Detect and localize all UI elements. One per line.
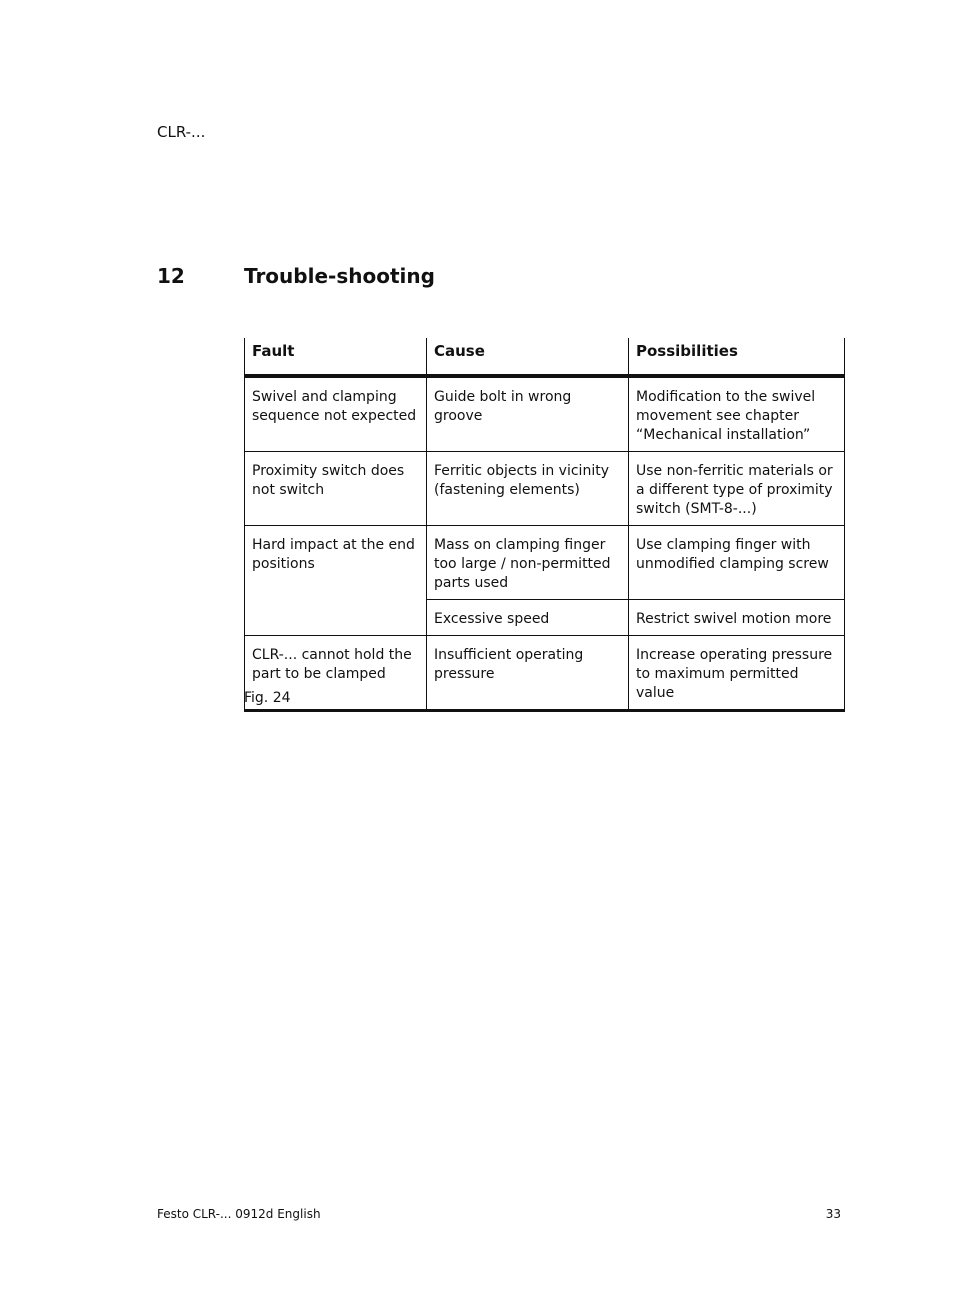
table-row — [245, 526, 845, 600]
cause-cell: Ferritic objects in vicinity (fastening elements) — [427, 452, 629, 526]
column-header-possibilities: Possibilities — [629, 338, 845, 376]
product-label: CLR-... — [157, 123, 206, 141]
possibility-cell: Use clamping finger with unmodified clamping screw — [629, 526, 845, 600]
cause-cell: Mass on clamping finger too large / non-permitted parts used — [427, 526, 629, 600]
troubleshooting-table — [244, 338, 845, 712]
fault-cell: CLR-... cannot hold the part to be clamped — [245, 636, 427, 711]
fault-cell: Hard impact at the end positions — [245, 526, 427, 636]
possibility-cell: Use non-ferritic materials or a different type of proximity switch (SMT-8-...) — [629, 452, 845, 526]
cause-cell: Guide bolt in wrong groove — [427, 376, 629, 452]
column-header-cause: Cause — [427, 338, 629, 376]
section-title: Trouble-shooting — [244, 264, 435, 288]
table-header-row — [245, 338, 845, 376]
table-row — [245, 636, 845, 711]
table-row — [245, 452, 845, 526]
possibility-cell: Modification to the swivel movement see chapter “Mechanical installation” — [629, 376, 845, 452]
footer-document-id: Festo CLR-... 0912d English — [157, 1207, 321, 1221]
possibility-cell: Restrict swivel motion more — [629, 600, 845, 636]
possibility-cell: Increase operating pressure to maximum permitted value — [629, 636, 845, 711]
figure-caption: Fig. 24 — [244, 690, 291, 706]
fault-cell: Swivel and clamping sequence not expected — [245, 376, 427, 452]
page-number: 33 — [825, 1207, 841, 1221]
troubleshooting-table-container — [244, 338, 844, 712]
fault-cell: Proximity switch does not switch — [245, 452, 427, 526]
table-row — [245, 376, 845, 452]
cause-cell: Insufficient operating pressure — [427, 636, 629, 711]
cause-cell: Excessive speed — [427, 600, 629, 636]
column-header-fault: Fault — [245, 338, 427, 376]
section-number: 12 — [157, 264, 185, 288]
